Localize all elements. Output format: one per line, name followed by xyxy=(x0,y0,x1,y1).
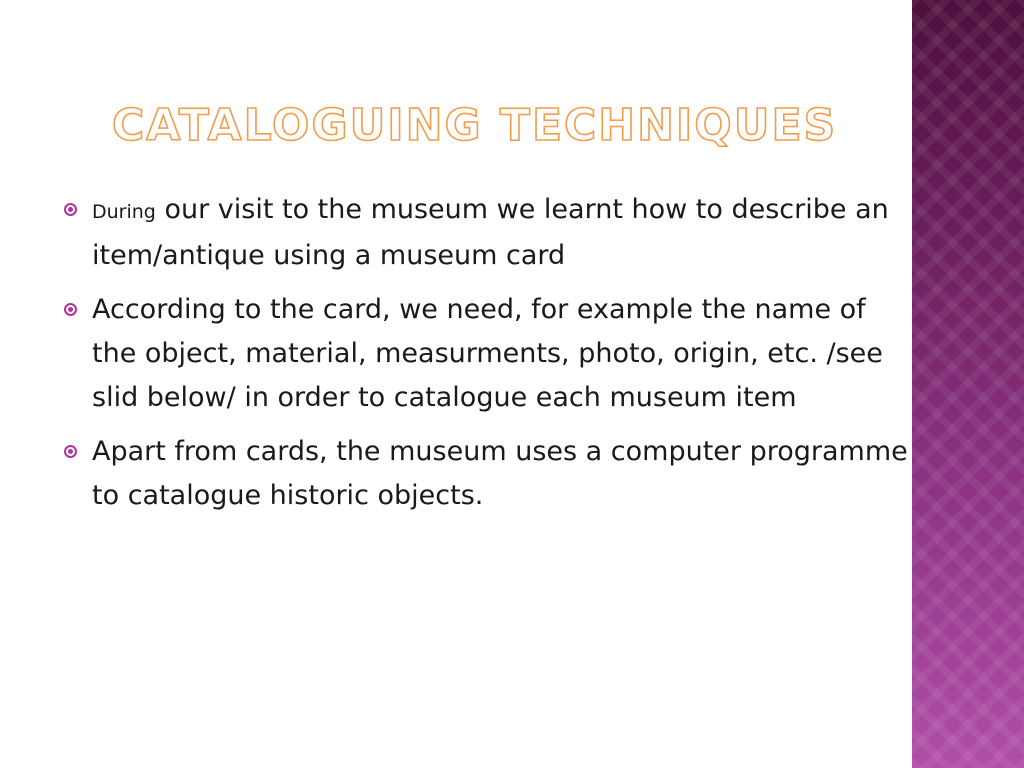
circled-dot-bullet-icon xyxy=(64,203,77,216)
decorative-side-panel xyxy=(912,0,1024,768)
bullet-text: According to the card, we need, for example the name of the object, material, measurments, photo, origin, etc. /see slid below/ in order to catalogue each museum item xyxy=(92,294,883,413)
bullet-text: our visit to the museum we learnt how to describe an item/antique using a museum card xyxy=(92,194,889,271)
circled-dot-bullet-icon xyxy=(64,445,77,458)
circled-dot-bullet-icon xyxy=(64,303,77,316)
bullet-item xyxy=(60,288,910,420)
bullet-list xyxy=(60,188,910,528)
bullet-text: Apart from cards, the museum uses a computer programme to catalogue historic objects. xyxy=(92,436,908,511)
bullet-lead-word: During xyxy=(92,201,156,223)
bullet-item xyxy=(60,188,910,278)
bullet-item xyxy=(60,430,910,518)
slide-title: CATALOGUING TECHNIQUES xyxy=(112,100,838,151)
